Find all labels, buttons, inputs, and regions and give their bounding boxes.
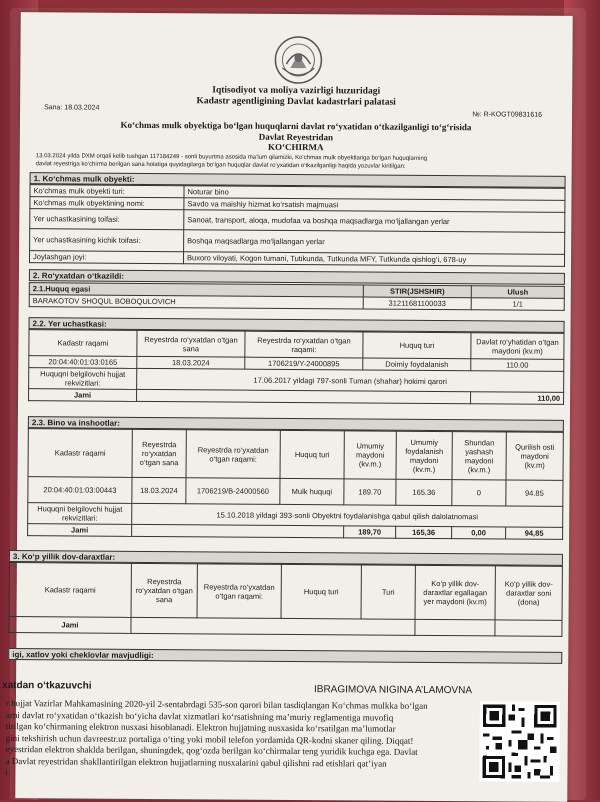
column-header: Ko‘p yillik dov-daraxtlar egallagan yer maydoni (kv.m) <box>415 565 495 620</box>
column-header: Ulush <box>471 286 564 299</box>
qr-code-graphic <box>479 701 560 782</box>
column-header: Turi <box>361 565 415 619</box>
issue-date: Sana: 18.03.2024 <box>44 104 100 112</box>
document-label: Huquqni belgilovchi hujjat rekvizitlari: <box>28 503 132 525</box>
total-value: 165,36 <box>396 526 452 538</box>
label-cell: Yer uchastkasining kichik toifasi: <box>30 229 184 252</box>
registrar-name: IBRAGIMOVA NIGINA A’LAMOVNA <box>313 684 473 697</box>
registration-date: 18.03.2024 <box>132 477 186 503</box>
registration-date: 18.03.2024 <box>137 356 245 369</box>
document-title-2: Davlat Reyestridan <box>258 131 334 143</box>
subsection-title: 2.1.Huquq egasi <box>29 283 363 297</box>
document-page <box>2 12 572 802</box>
label-cell: Yer uchastkasining toifasi: <box>30 209 184 230</box>
column-header: Reyestrda ro‘yxatdan o‘tgan raqami: <box>197 564 281 619</box>
owner-table <box>29 282 565 311</box>
total-value: 0,00 <box>452 527 506 539</box>
state-emblem-icon <box>272 34 324 86</box>
total-area: 110,00 <box>471 392 564 405</box>
table-row <box>28 429 563 481</box>
table-row <box>29 330 564 360</box>
column-header: Reyestrda ro‘yxatdan o‘tgan sana <box>131 563 197 617</box>
document-label: Huquqni belgilovchi hujjat rekvizitlari: <box>29 368 137 390</box>
column-header: Umumiy foydalanish maydoni (kv.m.) <box>396 431 452 479</box>
total-area-value: 189.70 <box>344 479 396 505</box>
column-header: Huquq turi <box>280 430 344 478</box>
document-value: 17.06.2017 yildagi 797-sonli Tuman (shahar) hokimi qarori <box>137 368 564 392</box>
column-header: Reyestrda ro‘yxatdan o‘tgan raqami: <box>245 331 363 358</box>
area-value: 110.00 <box>471 359 564 372</box>
notice-line: a Davlat reyestridan shakllantirilgan elektron hujjatlarning nusxalarini qabul qilishni rad etishlari qat’iyan <box>5 755 387 769</box>
usable-area-value: 165.36 <box>396 479 452 505</box>
table-row <box>28 477 563 507</box>
column-header: Qurilish osti maydoni (kv.m) <box>506 432 563 480</box>
right-type: Mulk huquqi <box>280 478 344 504</box>
column-header: Huquq turi <box>281 564 361 619</box>
column-header: Kadastr raqami <box>9 563 131 618</box>
table-row <box>29 295 564 311</box>
limits-title: igi, xatlov yoki cheklovlar mavjudligi: <box>8 648 562 664</box>
total-label: Jami <box>28 524 132 537</box>
document-title-1: Ko‘chmas mulk obyektiga bo‘lgan huquqlarni davlat ro‘yxatidan o‘tkazilganligi to‘g‘risida <box>120 119 472 133</box>
section-3-title: 3. Ko‘p yillik dov-daraxtlar: <box>9 550 563 566</box>
trees-table <box>8 562 562 637</box>
column-header: Shundan yashash maydoni (kv.m.) <box>452 432 506 480</box>
footprint-area-value: 94.85 <box>506 480 563 506</box>
registration-number: №: R-KOGT09831616 <box>472 111 543 119</box>
notice-line: eyestridan elektron shaklda berilgan, shuningdek, qog‘ozda berilgan ko‘chirmalar teng yuridik kuchga ega. Davlat <box>5 743 418 757</box>
column-header: STIR(JSHSHIR) <box>363 285 471 298</box>
subsection-land-title: 2.2. Yer uchastkasi: <box>29 317 565 333</box>
agency-line-1: Iqtisodiyot va moliya vazirligi huzuridagi <box>212 85 381 97</box>
total-label: Jami <box>29 389 137 402</box>
value-cell: Buxoro viloyati, Kogon tumani, Tutikunda, Tutkunda MFY, Tutkunda qishlog‘i, 678-uy <box>183 252 564 267</box>
intro-line-2: davlat reyestriga ko‘chirma berilgan sana holatiga quyidagilarga bo‘lgan huquqlar davlat ro‘yxatidan o‘tkazilganligi haqida yozuvlar kiritilgan: <box>35 161 406 170</box>
label-cell: Ko‘chmas mulk obyektining nomi: <box>30 197 184 210</box>
notice-line: arni davlat ro‘yxatidan o‘tkazish bo‘yicha davlat xizmatlari ko‘rsatishning ma’muriy reglamentiga muvofiq <box>5 709 394 723</box>
qr-code-icon[interactable] <box>479 701 560 782</box>
label-cell: Joylashgan joyi: <box>30 251 184 264</box>
value-cell: Boshqa maqsadlarga mo‘ljallangan yerlar <box>184 230 565 255</box>
cadastre-number: 20:04:40:01:03:00443 <box>28 477 132 504</box>
cadastre-number: 20:04:40:01:03:0165 <box>29 356 137 369</box>
right-type: Doimiy foydalanish <box>363 358 471 371</box>
column-header: Huquq turi <box>363 332 471 359</box>
living-area-value: 0 <box>452 480 506 506</box>
notice-line: gini tekshirish uchun davreestr.uz portaliga o‘ting yoki mobil telefon yordamida QR-kodni skaner qiling. Diqqat! <box>5 732 414 746</box>
total-label: Jami <box>9 617 131 634</box>
column-header: Umumiy maydoni (kv.m.) <box>344 431 396 479</box>
table-row <box>28 524 563 540</box>
registration-code: 1706219/Y-24000895 <box>245 357 363 370</box>
document-title-3: KO‘CHIRMA <box>268 141 324 153</box>
notice-line: r hujjat Vazirlar Mahkamasining 2020-yil 2-sentabrdagi 535-son qarori bilan tasdiqlangan Ko‘chmas mulkka bo‘lgan <box>5 697 428 711</box>
section-1-title: 1. Ko‘chmas mulk obyekti: <box>30 172 566 188</box>
total-value: 94,85 <box>506 527 563 539</box>
notice-line: tirilgan ko‘chirmaning elektron nusxasi hisoblanadi. Elektron hujjatning nusxasida ko‘rsatilgan ma’lumotlar <box>5 720 396 734</box>
table-row <box>9 617 562 637</box>
table-row <box>29 389 564 405</box>
owner-name: BARAKOTOV SHOQUL BOBOQULOVICH <box>29 295 363 309</box>
column-header: Kadastr raqami <box>28 429 132 478</box>
column-header: Reyestrda ro‘yxatdan o‘tgan sana <box>137 330 245 357</box>
section-2-title: 2. Ro‘yxatdan o‘tkazildi: <box>29 269 565 285</box>
land-table <box>28 329 564 405</box>
buildings-table <box>27 428 564 540</box>
section-1-table <box>29 184 566 267</box>
subsection-buildings-title: 2.3. Bino va inshootlar: <box>28 416 564 432</box>
value-cell: Savdo va maishiy hizmat ko‘rsatish majmuasi <box>184 198 565 213</box>
registration-code: 1706219/B-24000560 <box>186 478 280 505</box>
value-cell: Sanoat, transport, aloqa, mudofaa va boshqa maqsadlarga mo‘ljallangan yerlar <box>184 210 565 233</box>
column-header: Ko‘p yillik dov-daraxtlar soni (dona) <box>495 566 562 620</box>
table-row <box>9 563 562 621</box>
label-cell: Ko‘chmas mulk obyekti turi: <box>30 185 184 198</box>
column-header: Reyestrda ro‘yxatdan o‘tgan sana <box>132 429 186 477</box>
legal-notice <box>5 698 486 782</box>
share-value: 1/1 <box>471 298 564 311</box>
value-cell: Noturar bino <box>184 186 565 201</box>
column-header: Kadastr raqami <box>29 330 137 357</box>
intro-text <box>36 152 566 172</box>
column-header: Davlat ro‘yhatidan o‘tgan maydoni (kv.m) <box>471 333 564 360</box>
table-row <box>30 251 565 267</box>
agency-line-2: Kadastr agentligining Davlat kadastrlari palatasi <box>196 96 396 108</box>
intro-line-1: 13.03.2024 yilda DXM orqali kelib tushgan 117184249 - sonli buyurtma asosida ma’lum qilamizki, Ko‘chmas mulk obyektlariga bo‘lgan huquqlarning <box>35 153 428 162</box>
column-header: Reyestrda ro‘yxatdan o‘tgan raqami: <box>186 430 280 479</box>
stir-value: 31211681100033 <box>363 297 471 310</box>
document-value: 15.10.2018 yildagi 393-sonli Obyektni foydalanishga qabul qilish dalolatnomasi <box>132 503 563 527</box>
registrar-heading: xatdan o‘tkazuvchi <box>2 679 92 692</box>
total-value: 189,70 <box>344 526 396 538</box>
notice-line: i. <box>5 766 11 778</box>
